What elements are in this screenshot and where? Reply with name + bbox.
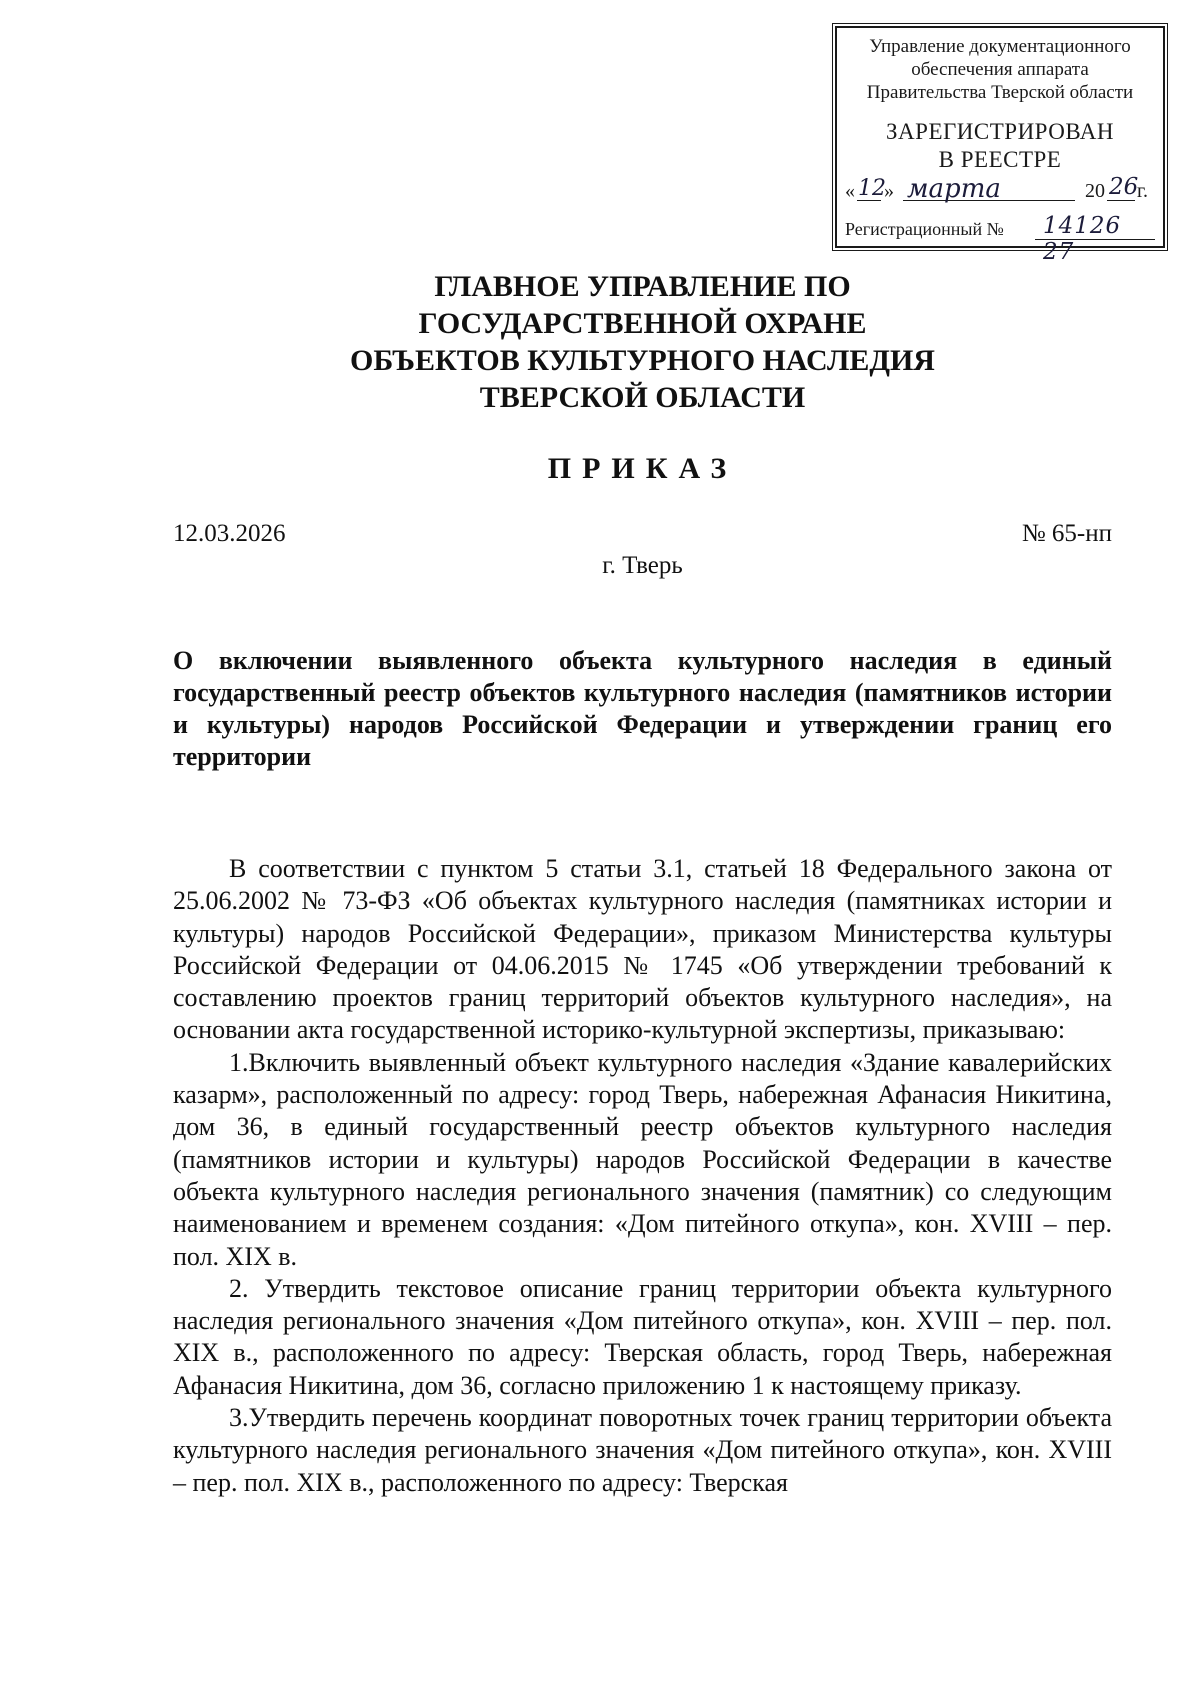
stamp-date	[845, 174, 1159, 208]
authority-line: ГЛАВНОЕ УПРАВЛЕНИЕ ПО	[434, 270, 851, 303]
stamp-date-year-unit: г.	[1137, 180, 1148, 202]
item-number: 2.	[229, 1273, 249, 1303]
document-type: ПРИКАЗ	[547, 452, 738, 485]
stamp-date-month: марта	[907, 174, 1001, 204]
stamp-org-line: Правительства Тверской области	[866, 82, 1134, 103]
stamp-organization	[837, 35, 1163, 104]
stamp-date-year-suffix: 26	[1109, 174, 1139, 200]
item-text: Утвердить перечень координат поворотных точек границ территории объекта культурного наследия регионального значения «Дом питейного откупа», кон. XVIII – пер. пол. XIX в., расположенного по адресу: Тверская	[173, 1403, 1112, 1497]
stamp-regnum-label: Регистрационный №	[845, 219, 1004, 239]
item-text: Утвердить текстовое описание границ территории объекта культурного наследия регионального значения «Дом питейного откупа», кон. XVIII – пер. пол. XIX в., расположенного по адресу: Тверская область, город Тверь, набережная Афанасия Никитина, дом 36, согласно приложению 1 к настоящему приказу.	[173, 1273, 1112, 1400]
stamp-registered-label	[837, 118, 1163, 174]
item-number: 3.	[229, 1403, 249, 1433]
order-item	[173, 1047, 1112, 1273]
stamp-reg-line: В РЕЕСТРЕ	[938, 147, 1062, 172]
stamp-date-year-prefix: 20	[1085, 180, 1105, 202]
order-item	[173, 1402, 1112, 1499]
issuing-authority	[0, 268, 1200, 416]
document-body	[173, 853, 1112, 1499]
item-number: 1.	[229, 1047, 249, 1077]
registration-stamp	[835, 26, 1165, 265]
preamble-paragraph: В соответствии с пунктом 5 статьи 3.1, статьей 18 Федерального закона от 25.06.2002 № 73-ФЗ «Об объектах культурного наследия (памятниках истории и культуры) народов Российской Федерации», приказом Министерства культуры Российской Федерации от 04.06.2015 № 1745 «Об утверждении требований к составлению проектов границ территорий объектов культурного наследия», на основании акта государственной историко-культурной экспертизы, приказываю:	[173, 854, 1112, 1045]
stamp-date-close-quote: »	[884, 180, 894, 202]
document-city: г. Тверь	[602, 552, 683, 579]
stamp-org-line: обеспечения аппарата	[911, 59, 1089, 80]
document-title: О включении выявленного объекта культурного наследия в единый государственный реестр объектов культурного наследия (памятников истории и культуры) народов Российской Федерации и утверждении границ его территории	[173, 646, 1112, 771]
stamp-regnum-value: 14126 27	[1043, 213, 1122, 265]
item-text: Включить выявленный объект культурного наследия «Здание кавалерийских казарм», расположенный по адресу: город Тверь, набережная Афанасия Никитина, дом 36, в единый государственный реестр объектов культурного наследия (памятников истории и культуры) народов Российской Федерации в качестве объекта культурного наследия регионального значения (памятник) со следующим наименованием и временем создания: «Дом питейного откупа», кон. XVIII – пер. пол. XIX в.	[173, 1047, 1112, 1271]
stamp-reg-line: ЗАРЕГИСТРИРОВАН	[886, 119, 1114, 144]
authority-line: ГОСУДАРСТВЕННОЙ ОХРАНЕ	[418, 307, 867, 340]
stamp-date-day: 12	[858, 176, 886, 201]
authority-line: ОБЪЕКТОВ КУЛЬТУРНОГО НАСЛЕДИЯ	[350, 344, 935, 377]
stamp-org-line: Управление документационного	[869, 36, 1131, 57]
order-item	[173, 1273, 1112, 1402]
stamp-date-open-quote: «	[845, 180, 855, 202]
document-date: 12.03.2026	[173, 520, 286, 547]
stamp-registration-number	[845, 213, 1159, 265]
authority-line: ТВЕРСКОЙ ОБЛАСТИ	[479, 381, 806, 414]
document-number: № 65-нп	[1021, 520, 1112, 547]
